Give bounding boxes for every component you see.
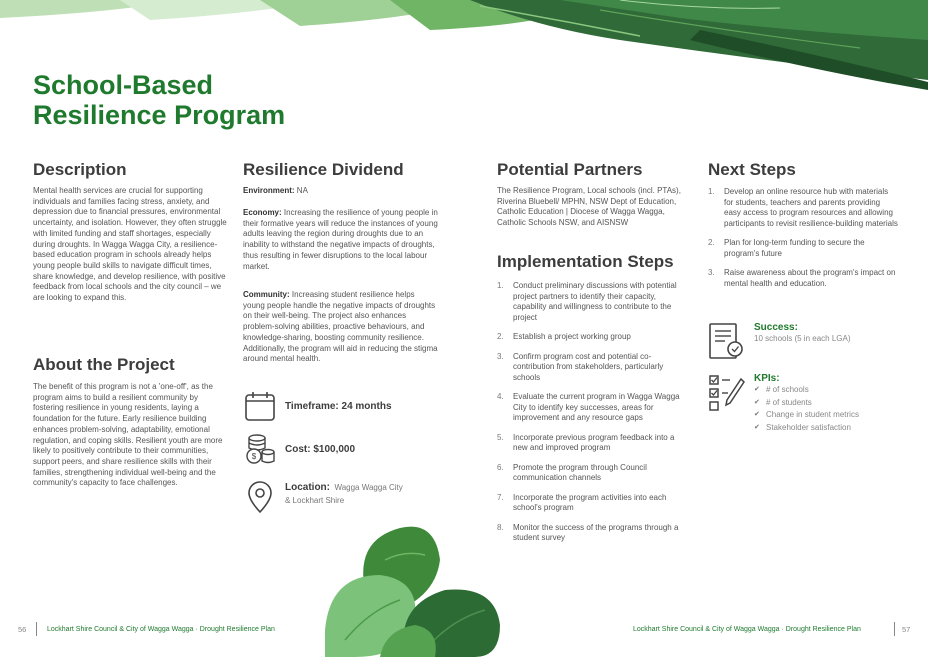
- bottom-plant-decoration: [325, 520, 525, 657]
- timeframe-row: [243, 389, 392, 423]
- list-item: [708, 238, 898, 259]
- list-item-text: Incorporate previous program feedback into a new and improved program: [513, 432, 675, 452]
- location-row: [243, 480, 405, 514]
- next-steps-heading: Next Steps: [708, 160, 796, 179]
- about-text: The benefit of this program is not a 'one-off', as the program aims to build a resilient community by fostering resilience in young residents, laying a foundation for the future. Early resilience building enhances problem-solving, adaptability, emotional regulation, and coping skills. Resilient youth are more likely to positively contribute to their communities, support peers, and share resilience skills with their families, strengthening individual well-being and the community's capacity to face challenges.: [33, 382, 223, 488]
- list-item: [497, 523, 687, 544]
- title-line-2: Resilience Program: [33, 100, 286, 130]
- location-pin-icon: [243, 480, 277, 514]
- list-item: [708, 268, 898, 289]
- kpi-item: ✔ Change in student metrics: [754, 409, 859, 422]
- dividend-heading: Resilience Dividend: [243, 160, 404, 179]
- location-value: Wagga Wagga City & Lockhart Shire: [285, 483, 403, 505]
- next-steps-list: [708, 187, 898, 298]
- list-item: [497, 352, 687, 384]
- list-item-text: Raise awareness about the program's impact on mental health and education.: [724, 268, 896, 288]
- calendar-icon: [243, 389, 277, 423]
- dividend-community: [243, 290, 438, 365]
- list-item-number: 3.: [497, 351, 504, 361]
- list-item-number: 8.: [497, 522, 504, 532]
- list-item-text: Evaluate the current program in Wagga Wagga City to identify key successes, areas for improvement and any resource gaps: [513, 392, 680, 422]
- list-item-number: 1.: [708, 187, 715, 196]
- description-heading: Description: [33, 160, 127, 179]
- footer-divider-left: [36, 622, 37, 636]
- list-item-number: 5.: [497, 432, 504, 442]
- page-number-left: 56: [18, 625, 27, 634]
- list-item: [497, 463, 687, 484]
- kpis-content: [754, 373, 859, 434]
- list-item-text: Establish a project working group: [513, 332, 631, 341]
- list-item-number: 6.: [497, 462, 504, 472]
- list-item-text: Promote the program through Council communication channels: [513, 462, 647, 482]
- kpi-item: ✔ # of students: [754, 397, 859, 410]
- success-label: Success:: [754, 322, 798, 333]
- cost-label: Cost: $100,000: [285, 443, 356, 455]
- list-item-text: Monitor the success of the programs through a student survey: [513, 522, 679, 542]
- community-text: Increasing student resilience helps young people handle the negative impacts of droughts on their well-being. The project also enhances problem-solving abilities, proactive behaviours, and knowledge-sharing, boosting community resilience. Additionally, the program will aid in reducing the stigma around mental health.: [243, 290, 438, 364]
- list-item-number: 2.: [708, 238, 715, 247]
- success-content: [754, 322, 851, 362]
- success-block: [708, 322, 851, 362]
- list-item-number: 3.: [708, 268, 715, 277]
- environment-label: Environment:: [243, 186, 295, 195]
- svg-text:$: $: [251, 452, 257, 461]
- list-item: [497, 332, 687, 343]
- community-label: Community:: [243, 290, 290, 299]
- list-item-number: 2.: [497, 332, 504, 341]
- list-item: [497, 433, 687, 454]
- timeframe-label: Timeframe: 24 months: [285, 400, 392, 412]
- dividend-environment: [243, 186, 438, 197]
- kpis-block: [708, 373, 859, 434]
- environment-text: NA: [296, 186, 308, 195]
- implementation-steps-list: [497, 281, 687, 553]
- page-title: [33, 70, 285, 130]
- kpi-item: ✔ # of schools: [754, 384, 859, 397]
- list-item: [497, 281, 687, 323]
- page-number-right: 57: [902, 625, 911, 634]
- economy-text: Increasing the resilience of young people in their formative years will reduce the instances of young adults leaving the region during droughts due to an inability to withstand the negative impacts of droughts, thus resulting in fewer disruptions to the local labour market.: [243, 208, 438, 271]
- title-line-1: School-Based: [33, 70, 214, 100]
- location-label: Location:: [285, 482, 330, 493]
- location-text: [285, 480, 405, 506]
- kpis-label: KPIs:: [754, 373, 780, 384]
- list-item: [497, 493, 687, 514]
- list-item: [708, 187, 898, 229]
- kpi-item: ✔ Stakeholder satisfaction: [754, 422, 859, 435]
- coins-icon: [243, 432, 277, 466]
- list-item-text: Incorporate the program activities into each school's program: [513, 492, 667, 512]
- list-item-number: 1.: [497, 281, 504, 290]
- certificate-icon: [708, 322, 746, 362]
- partners-text: The Resilience Program, Local schools (incl. PTAs), Riverina Bluebell/ MPHN, NSW Dept of Education, Catholic Education | Diocese of Wagga Wagga, Catholic Schools NSW, and AISNSW: [497, 186, 681, 228]
- list-item: [497, 392, 687, 424]
- list-item-text: Develop an online resource hub with materials for students, teachers and parents providing easy access to program resources and allowing participants to revisit resilience-building materials: [724, 187, 898, 228]
- kpis-list: [754, 384, 859, 434]
- implementation-heading: Implementation Steps: [497, 252, 674, 271]
- list-item-text: Conduct preliminary discussions with potential project partners to identify their capacity, capability and willingness to contribute to the project: [513, 281, 677, 322]
- checklist-icon: [708, 373, 746, 413]
- footer-text-left: Lockhart Shire Council & City of Wagga Wagga · Drought Resilience Plan: [47, 626, 275, 633]
- economy-label: Economy:: [243, 208, 282, 217]
- dividend-economy: [243, 208, 438, 272]
- list-item-text: Plan for long-term funding to secure the program's future: [724, 238, 865, 258]
- footer-divider-right: [894, 622, 895, 636]
- list-item-number: 4.: [497, 392, 504, 401]
- about-heading: About the Project: [33, 355, 175, 374]
- partners-heading: Potential Partners: [497, 160, 643, 179]
- list-item-number: 7.: [497, 492, 504, 502]
- list-item-text: Confirm program cost and potential co-contribution from stakeholders, particularly schools: [513, 351, 664, 382]
- footer-text-right: Lockhart Shire Council & City of Wagga Wagga · Drought Resilience Plan: [633, 626, 861, 633]
- description-text: Mental health services are crucial for supporting individuals and families facing stress, anxiety, and depression due to financial pressures, environmental uncertainty, and isolation. However, they often struggle with limited funding and staff shortages, especially during droughts. In Wagga Wagga City, a resilience-based education program in schools already helps young people build skills to navigate difficult times, share knowledge, and develop resilience, with positive feedback from local schools and the city council – we are looking to expand this.: [33, 186, 227, 303]
- cost-row: [243, 432, 355, 466]
- success-text: 10 schools (5 in each LGA): [754, 334, 851, 343]
